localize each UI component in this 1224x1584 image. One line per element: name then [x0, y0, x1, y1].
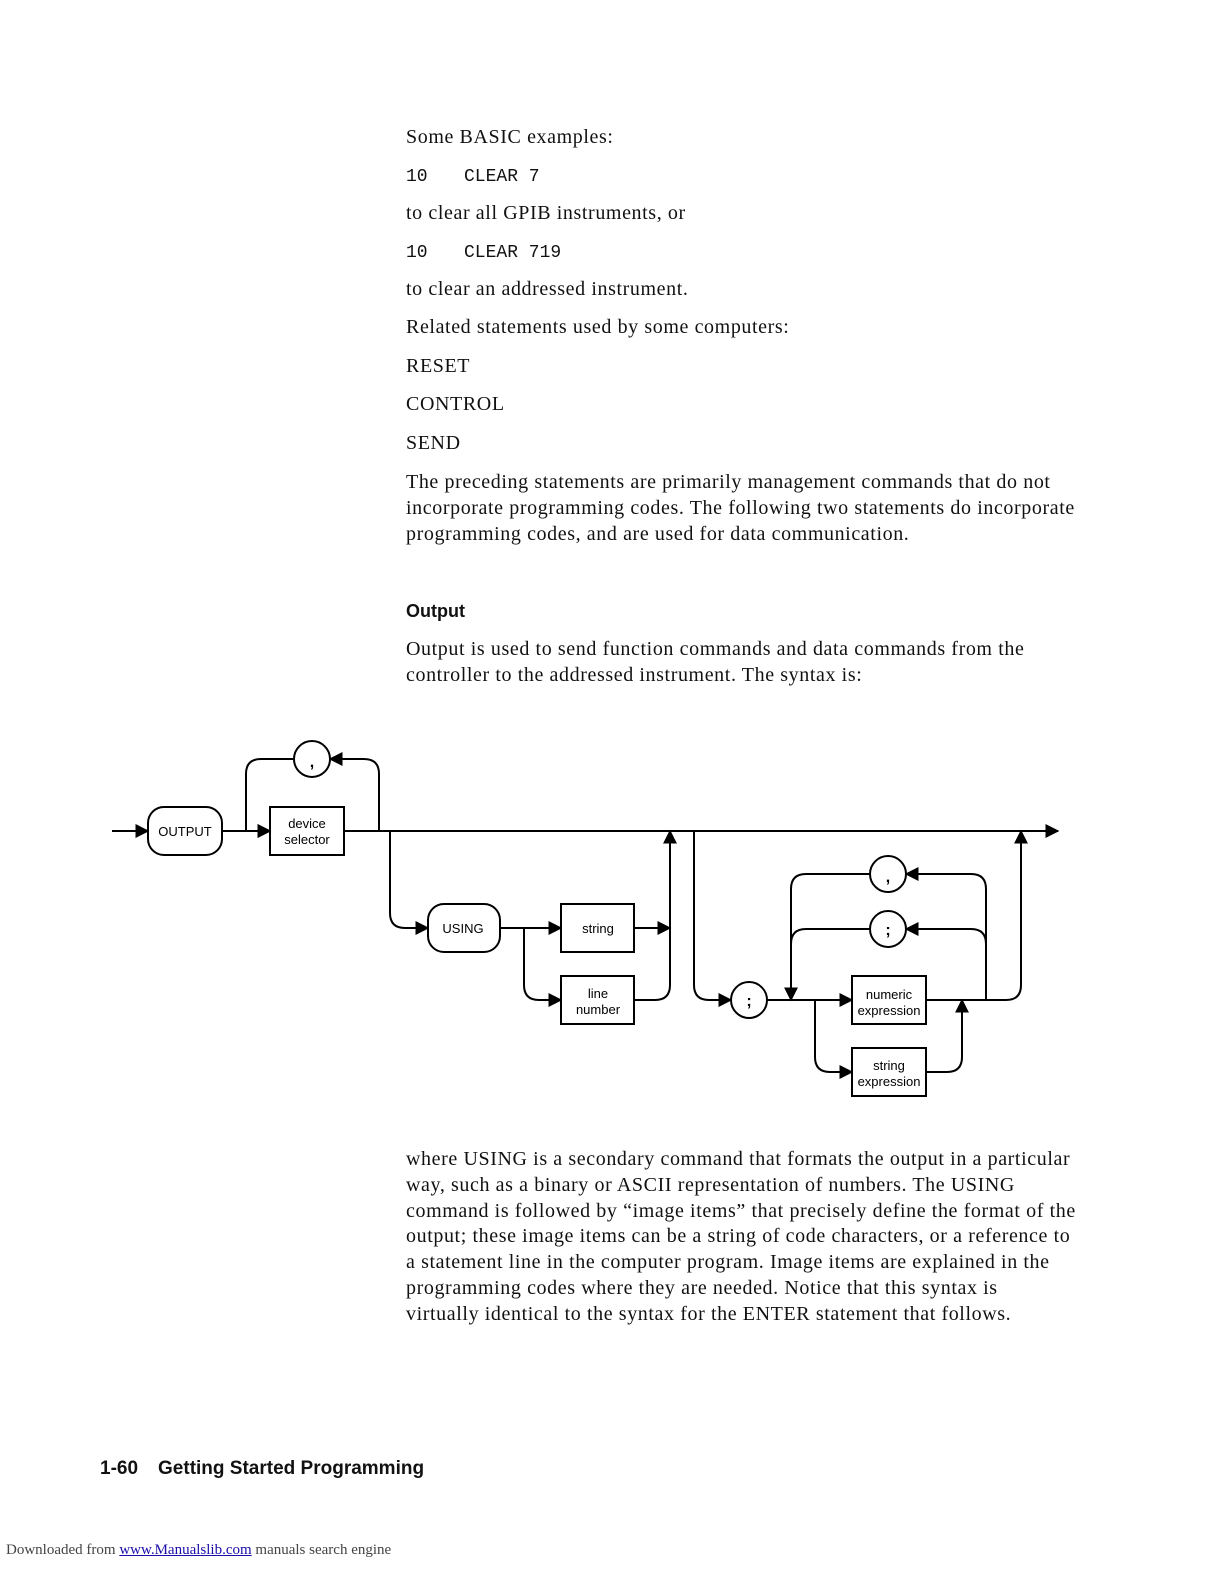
line-number-branch — [524, 928, 561, 1000]
device-selector-label-2: selector — [284, 832, 330, 847]
comma-symbol-2: , — [885, 869, 891, 886]
related-statements-text: Related statements used by some computers: — [406, 316, 790, 338]
preceding-paragraph: The preceding statements are primarily management commands that do not incorporate programming codes. The following two statements do incorporate programming codes, and are used for data communication. — [406, 471, 1075, 545]
output-syntax-diagram — [0, 730, 1224, 1110]
statement-send: SEND — [406, 432, 461, 454]
code-line-number: 10 — [406, 243, 428, 263]
output-heading: Output — [406, 601, 465, 621]
code-line-2 — [406, 243, 1076, 263]
download-notice — [6, 1542, 391, 1559]
page-footer — [100, 1458, 424, 1480]
line-number-label-2: number — [575, 1002, 621, 1017]
using-keyword-label: USING — [442, 921, 484, 936]
text-clear-addressed: to clear an addressed instrument. — [406, 278, 689, 300]
semicolon-loop — [906, 929, 986, 944]
code-line-number: 10 — [406, 167, 428, 187]
download-suffix: manuals search engine — [255, 1542, 392, 1558]
intro-text: Some BASIC examples: — [406, 126, 614, 148]
semicolon-symbol-2: ; — [885, 922, 891, 939]
code-statement: CLEAR 7 — [464, 167, 540, 187]
semicolon-loop-back — [791, 929, 870, 944]
code-line-1 — [406, 167, 1076, 187]
download-prefix: Downloaded from — [6, 1542, 116, 1558]
comma-symbol: , — [309, 754, 315, 771]
string-expression-branch — [815, 1000, 852, 1072]
statement-control: CONTROL — [406, 393, 505, 415]
manualslib-link[interactable]: www.Manualslib.com — [119, 1542, 252, 1558]
device-selector-box — [270, 807, 344, 855]
string-expression-label-2: expression — [857, 1074, 921, 1089]
statement-reset: RESET — [406, 355, 471, 377]
device-selector-label-1: device — [288, 816, 326, 831]
string-label: string — [582, 921, 614, 936]
output-keyword-label: OUTPUT — [158, 824, 212, 839]
line-number-label-1: line — [587, 986, 609, 1001]
code-statement: CLEAR 719 — [464, 243, 562, 263]
text-clear-all: to clear all GPIB instruments, or — [406, 202, 686, 224]
where-using-paragraph: where USING is a secondary command that formats the output in a particular way, such as a binary or ASCII representation of numbers. The USING command is followed by “image items” that precisely define the format of the output; these image items can be a string of code characters, or a reference to a statement line in the computer program. Image items are explained in the programming codes where they are needed. Notice that this syntax is virtually identical to the syntax for the ENTER statement that follows. — [406, 1148, 1076, 1325]
line-number-return — [634, 831, 670, 1000]
using-branch — [390, 831, 428, 928]
chapter-title: Getting Started Programming — [158, 1458, 425, 1479]
output-paragraph: Output is used to send function commands and data commands from the controller to the addressed instrument. The syntax is: — [406, 638, 1025, 686]
numeric-expression-label-1: numeric — [865, 987, 913, 1002]
semicolon-symbol: ; — [746, 993, 752, 1010]
semicolon-branch — [694, 831, 731, 1000]
numeric-expression-label-2: expression — [857, 1003, 921, 1018]
expression-return — [926, 831, 1021, 1000]
string-expression-return — [926, 1000, 962, 1072]
string-expression-label-1: string — [873, 1058, 905, 1073]
page-number: 1-60 — [100, 1458, 139, 1479]
